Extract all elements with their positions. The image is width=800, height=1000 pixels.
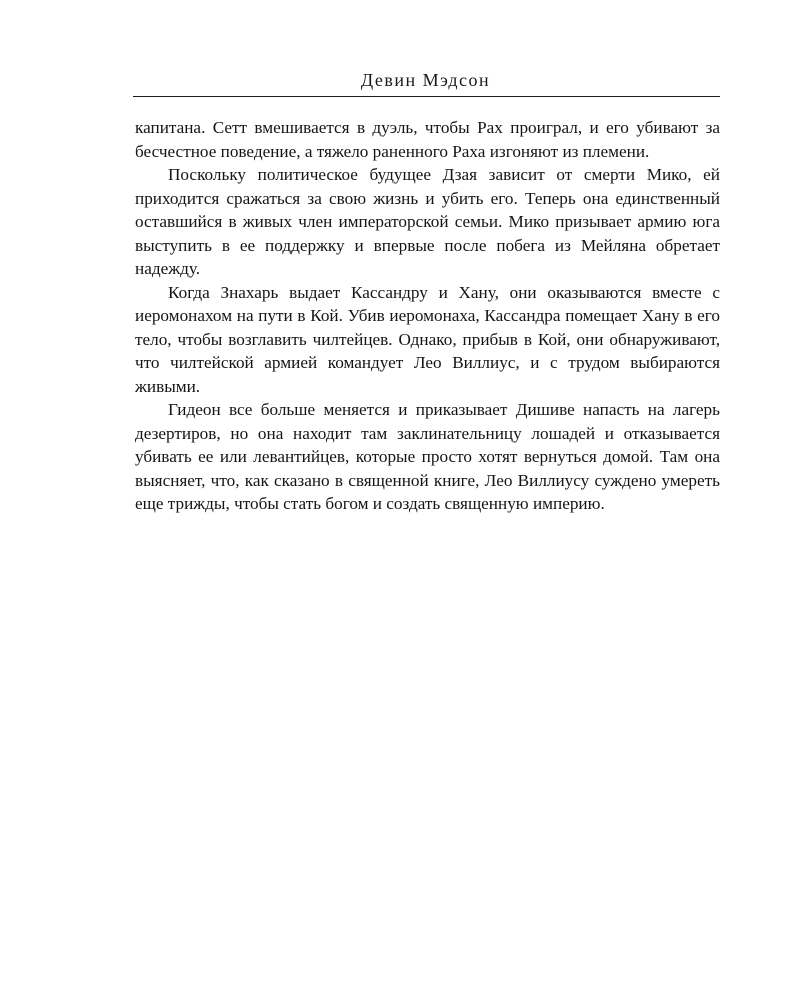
paragraph-2: Поскольку политическое будущее Дзая зависит от смерти Мико, ей приходится сражаться за свою жизнь и убить его. Теперь она единственный оставшийся в живых член императорской семьи. Мико призывает армию юга выступить в ее поддержку и впервые после побега из Мейляна обретает надежду.	[135, 165, 720, 278]
running-header-author: Девин Мэдсон	[360, 70, 491, 90]
header-rule	[133, 96, 720, 97]
paragraph-3: Когда Знахарь выдает Кассандру и Хану, они оказываются вместе с иеромонахом на пути в Кой. Убив иеромонаха, Кассандра помещает Хану в его тело, чтобы возглавить чилтейцев. Однако, прибыв в Кой, они обнаруживают, что чилтейской армией командует Лео Виллиус, и с трудом выбираются живыми.	[135, 282, 720, 396]
body-text	[135, 116, 720, 516]
paragraph-1: капитана. Сетт вмешивается в дуэль, чтобы Рах проиграл, и его убивают за бесчестное поведение, а тяжело раненного Раха изгоняют из племени.	[135, 118, 720, 161]
paragraph-4: Гидеон все больше меняется и приказывает Дишиве напасть на лагерь дезертиров, но она находит там заклинательницу лошадей и отказывается убивать ее или левантийцев, которые просто хотят вернуться домой. Там она выясняет, что, как сказано в священной книге, Лео Виллиусу суждено умереть еще трижды, чтобы стать богом и создать священную империю.	[135, 400, 720, 513]
